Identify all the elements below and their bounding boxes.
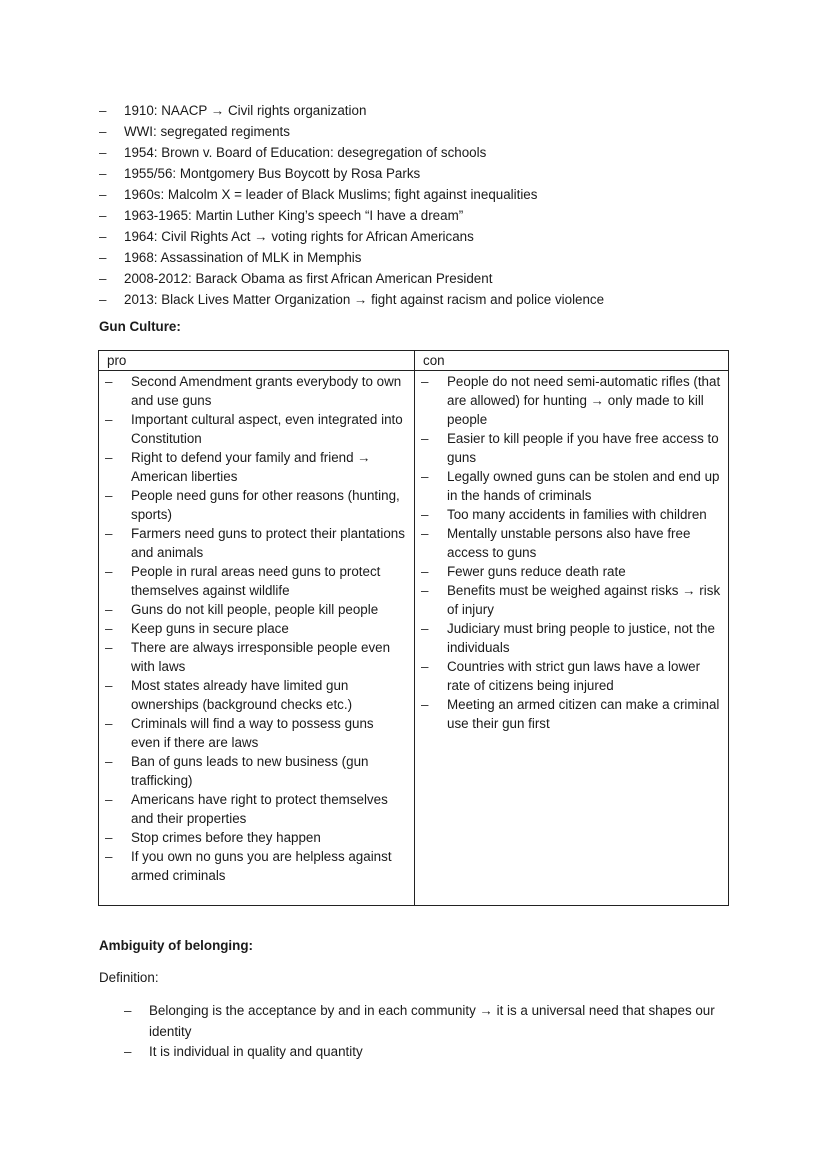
list-item — [105, 752, 405, 790]
dash-bullet: – — [421, 507, 429, 522]
dash-bullet: – — [421, 659, 429, 674]
definition-list — [124, 1001, 724, 1063]
list-item — [124, 1042, 724, 1063]
list-item — [421, 562, 721, 581]
dash-bullet: – — [421, 564, 429, 579]
list-item — [105, 562, 405, 600]
gun-culture-heading: Gun Culture: — [99, 319, 181, 334]
list-item-text: Americans have right to protect themselves and their properties — [131, 792, 388, 826]
list-item-text: People in rural areas need guns to protect themselves against wildlife — [131, 564, 381, 598]
list-item — [99, 205, 779, 226]
list-item — [421, 429, 721, 467]
list-item — [421, 619, 721, 657]
list-item — [99, 226, 779, 247]
list-item — [105, 676, 405, 714]
list-item — [421, 524, 721, 562]
list-item-text: 1955/56: Montgomery Bus Boycott by Rosa Parks — [124, 166, 421, 181]
list-item — [99, 163, 779, 184]
dash-bullet: – — [105, 849, 113, 864]
list-item — [105, 638, 405, 676]
list-item — [99, 100, 779, 121]
list-item-text: Stop crimes before they happen — [131, 830, 321, 845]
dash-bullet: – — [99, 124, 107, 139]
list-item — [421, 657, 721, 695]
dash-bullet: – — [105, 640, 113, 655]
con-column-header: con — [423, 353, 445, 368]
list-item — [105, 828, 405, 847]
dash-bullet: – — [421, 583, 429, 598]
list-item — [99, 268, 779, 289]
list-item — [99, 184, 779, 205]
dash-bullet: – — [99, 271, 107, 286]
list-item-text: Legally owned guns can be stolen and end up in the hands of criminals — [447, 469, 720, 503]
list-item — [421, 505, 721, 524]
list-item-text: Important cultural aspect, even integrated into Constitution — [131, 412, 403, 446]
pro-column-header: pro — [107, 353, 127, 368]
dash-bullet: – — [105, 754, 113, 769]
list-item — [105, 524, 405, 562]
dash-bullet: – — [99, 187, 107, 202]
dash-bullet: – — [124, 1044, 132, 1059]
pro-arguments-list — [105, 372, 405, 885]
list-item-text: Fewer guns reduce death rate — [447, 564, 626, 579]
list-item — [105, 790, 405, 828]
list-item-text: People need guns for other reasons (hunting, sports) — [131, 488, 400, 522]
dash-bullet: – — [105, 678, 113, 693]
list-item-text: 1960s: Malcolm X = leader of Black Muslims; fight against inequalities — [124, 187, 538, 202]
list-item-text: Ban of guns leads to new business (gun trafficking) — [131, 754, 369, 788]
dash-bullet: – — [105, 564, 113, 579]
list-item-text: Guns do not kill people, people kill people — [131, 602, 379, 617]
list-item-text: Farmers need guns to protect their plantations and animals — [131, 526, 405, 560]
list-item — [421, 467, 721, 505]
list-item — [105, 847, 405, 885]
list-item-text: Most states already have limited gun ownerships (background checks etc.) — [131, 678, 353, 712]
list-item-text: Benefits must be weighed against risks → risk of injury — [447, 583, 721, 617]
list-item — [105, 714, 405, 752]
list-item — [105, 486, 405, 524]
list-item — [124, 1001, 724, 1042]
list-item-text: Judiciary must bring people to justice, not the individuals — [447, 621, 715, 655]
dash-bullet: – — [105, 830, 113, 845]
list-item-text: If you own no guns you are helpless against armed criminals — [131, 849, 392, 883]
list-item-text: 2013: Black Lives Matter Organization → fight against racism and police violence — [124, 292, 605, 307]
list-item-text: Keep guns in secure place — [131, 621, 289, 636]
dash-bullet: – — [99, 292, 107, 307]
list-item — [99, 247, 779, 268]
list-item-text: Meeting an armed citizen can make a criminal use their gun first — [447, 697, 720, 731]
dash-bullet: – — [105, 488, 113, 503]
dash-bullet: – — [421, 621, 429, 636]
dash-bullet: – — [99, 166, 107, 181]
dash-bullet: – — [105, 412, 113, 427]
list-item-text: Too many accidents in families with children — [447, 507, 707, 522]
list-item — [99, 289, 779, 310]
dash-bullet: – — [99, 229, 107, 244]
dash-bullet: – — [99, 103, 107, 118]
dash-bullet: – — [421, 374, 429, 389]
list-item-text: 1964: Civil Rights Act → voting rights for African Americans — [124, 229, 474, 244]
list-item-text: Right to defend your family and friend → American liberties — [131, 450, 371, 484]
dash-bullet: – — [99, 145, 107, 160]
list-item — [421, 372, 721, 429]
dash-bullet: – — [105, 621, 113, 636]
list-item-text: 1968: Assassination of MLK in Memphis — [124, 250, 362, 265]
list-item-text: There are always irresponsible people even with laws — [131, 640, 391, 674]
list-item-text: WWI: segregated regiments — [124, 124, 290, 139]
header-row-divider — [99, 370, 728, 371]
list-item — [105, 410, 405, 448]
list-item — [105, 619, 405, 638]
list-item-text: 1963-1965: Martin Luther King’s speech “I have a dream” — [124, 208, 464, 223]
definition-label: Definition: — [99, 970, 159, 985]
dash-bullet: – — [105, 792, 113, 807]
gun-culture-table — [98, 350, 729, 906]
list-item — [105, 372, 405, 410]
list-item-text: Criminals will find a way to possess guns even if there are laws — [131, 716, 374, 750]
list-item-text: Belonging is the acceptance by and in each community → it is a universal need that shapes our identity — [149, 1003, 715, 1039]
list-item — [421, 695, 721, 733]
dash-bullet: – — [105, 374, 113, 389]
dash-bullet: – — [421, 431, 429, 446]
list-item-text: It is individual in quality and quantity — [149, 1044, 363, 1059]
list-item-text: 1954: Brown v. Board of Education: desegregation of schools — [124, 145, 487, 160]
list-item — [105, 448, 405, 486]
list-item — [105, 600, 405, 619]
ambiguity-of-belonging-heading: Ambiguity of belonging: — [99, 938, 253, 953]
list-item-text: Easier to kill people if you have free access to guns — [447, 431, 719, 465]
list-item-text: People do not need semi-automatic rifles (that are allowed) for hunting → only made to kill people — [447, 374, 721, 427]
list-item — [99, 121, 779, 142]
dash-bullet: – — [105, 526, 113, 541]
list-item — [99, 142, 779, 163]
dash-bullet: – — [421, 526, 429, 541]
list-item — [421, 581, 721, 619]
civil-rights-timeline — [99, 100, 779, 310]
list-item-text: Mentally unstable persons also have free access to guns — [447, 526, 691, 560]
dash-bullet: – — [421, 469, 429, 484]
con-arguments-list — [421, 372, 721, 733]
dash-bullet: – — [99, 250, 107, 265]
dash-bullet: – — [99, 208, 107, 223]
list-item-text: 2008-2012: Barack Obama as first African American President — [124, 271, 493, 286]
list-item-text: Second Amendment grants everybody to own and use guns — [131, 374, 402, 408]
column-divider — [414, 351, 415, 905]
list-item-text: Countries with strict gun laws have a lower rate of citizens being injured — [447, 659, 701, 693]
dash-bullet: – — [421, 697, 429, 712]
dash-bullet: – — [124, 1003, 132, 1018]
list-item-text: 1910: NAACP → Civil rights organization — [124, 103, 367, 118]
dash-bullet: – — [105, 602, 113, 617]
dash-bullet: – — [105, 716, 113, 731]
dash-bullet: – — [105, 450, 113, 465]
